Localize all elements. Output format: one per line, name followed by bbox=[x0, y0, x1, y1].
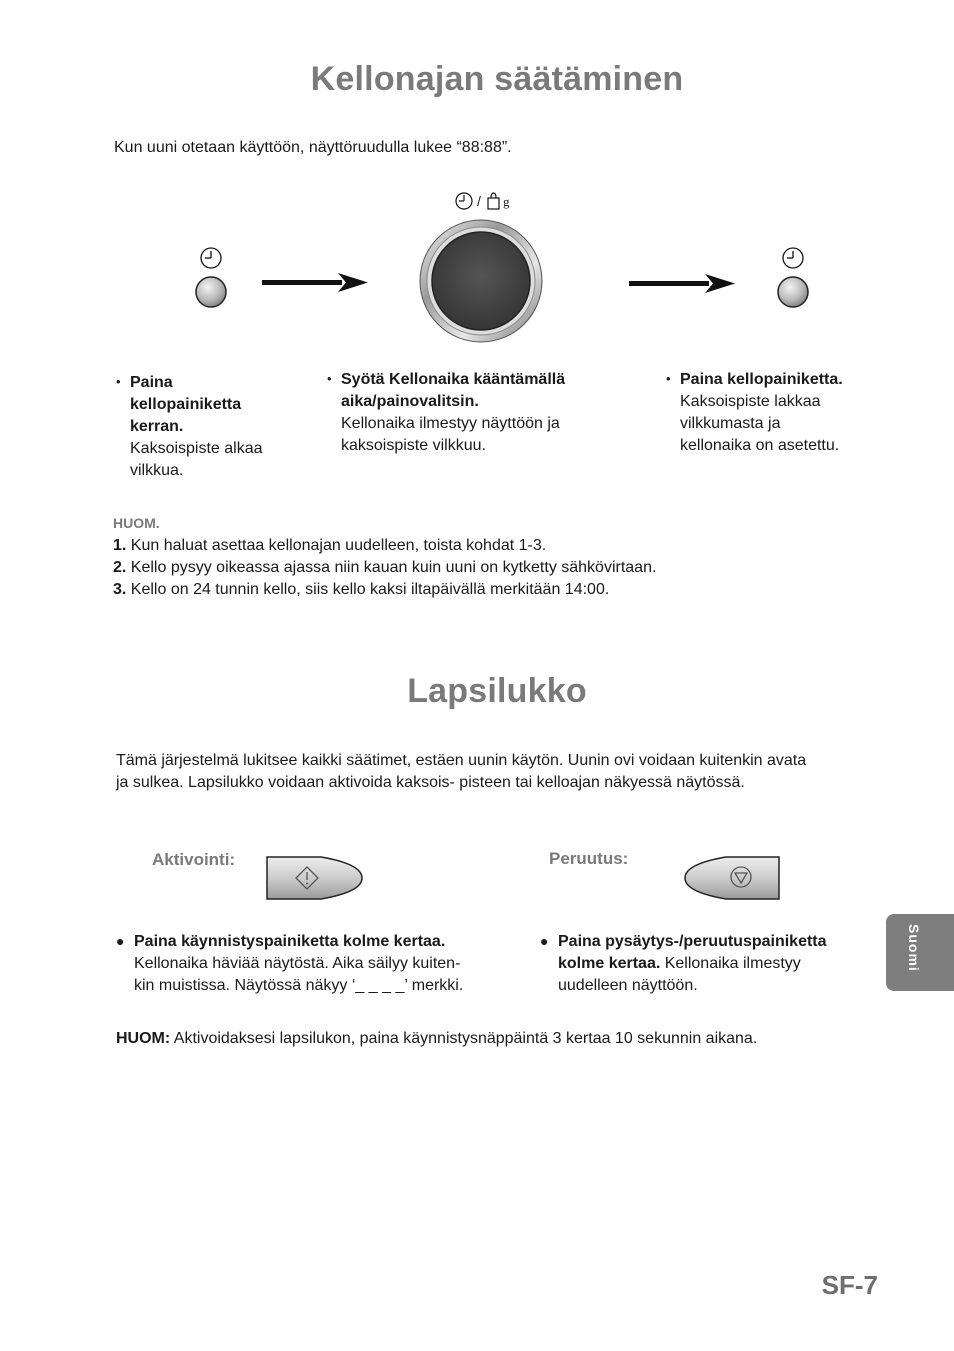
cancel-label: Peruutus: bbox=[549, 849, 629, 868]
dial-label: / g bbox=[453, 190, 523, 214]
language-tab: Suomi bbox=[886, 914, 954, 991]
cancel-instructions: ● Paina pysäytys-/peruutuspainiketta kolme kertaa. Kellonaika ilmestyy uudelleen näyttöön. bbox=[540, 933, 827, 994]
note-heading: HUOM. bbox=[113, 515, 160, 531]
stop-cancel-button-illustration bbox=[683, 856, 781, 900]
clock-button-illustration-left bbox=[195, 244, 229, 310]
activate-instructions: ● Paina käynnistyspainiketta kolme kertaa. Kellonaika häviää näytöstä. Aika säilyy kuiten- kin muistissa. Näytössä näkyy ‘_ _ _ _’ merkki. bbox=[116, 933, 464, 994]
clock-icon bbox=[201, 248, 221, 268]
note-list bbox=[113, 535, 873, 601]
page-number: SF-7 bbox=[821, 1270, 878, 1300]
clock-intro: Kun uuni otetaan käyttöön, näyttöruudulla lukee “88:88”. bbox=[114, 139, 512, 156]
clock-button bbox=[778, 277, 808, 307]
section-title-child-lock: Lapsilukko bbox=[407, 672, 587, 710]
lock-note: HUOM: Aktivoidaksesi lapsilukon, paina käynnistysnäppäintä 3 kertaa 10 sekunnin aikana. bbox=[116, 1030, 758, 1047]
note-item: 2. Kello pysyy oikeassa ajassa niin kauan kuin uuni on kytketty sähkövirtaan. bbox=[113, 559, 657, 576]
step-2: • Syötä Kellonaika kääntämällä aika/painovalitsin. Kellonaika ilmestyy näyttöön ja kaksoispiste vilkkuu. bbox=[327, 371, 566, 454]
clock-button bbox=[196, 277, 226, 307]
section-title-clock: Kellonajan säätäminen bbox=[310, 60, 684, 98]
weight-icon bbox=[486, 191, 502, 211]
clock-icon bbox=[783, 248, 803, 268]
step-3: • Paina kellopainiketta. Kaksoispiste lakkaa vilkkumasta ja kellonaika on asetettu. bbox=[666, 371, 843, 454]
activate-label: Aktivointi: bbox=[152, 850, 236, 869]
lock-intro: Tämä järjestelmä lukitsee kaikki säätimet, estäen uunin käytön. Uunin ovi voidaan kuitenkin avata ja sulkea. Lapsilukko voidaan aktivoida kaksois- pisteen tai kelloajan näkyessä näytössä. bbox=[116, 752, 807, 791]
arrow-right-icon bbox=[260, 272, 370, 294]
clock-icon bbox=[453, 190, 475, 212]
arrow-right-icon bbox=[627, 273, 737, 295]
note-item: 3. Kello on 24 tunnin kello, siis kello kaksi iltapäivällä merkitään 14:00. bbox=[113, 581, 610, 598]
step-1: • Paina kellopainiketta kerran. Kaksoispiste alkaa vilkkua. bbox=[116, 374, 263, 479]
time-weight-dial bbox=[418, 218, 544, 344]
start-button-illustration bbox=[266, 856, 364, 900]
note-item: 1. Kun haluat asettaa kellonajan uudelleen, toista kohdat 1-3. bbox=[113, 537, 547, 554]
clock-button-illustration-right bbox=[777, 244, 811, 310]
